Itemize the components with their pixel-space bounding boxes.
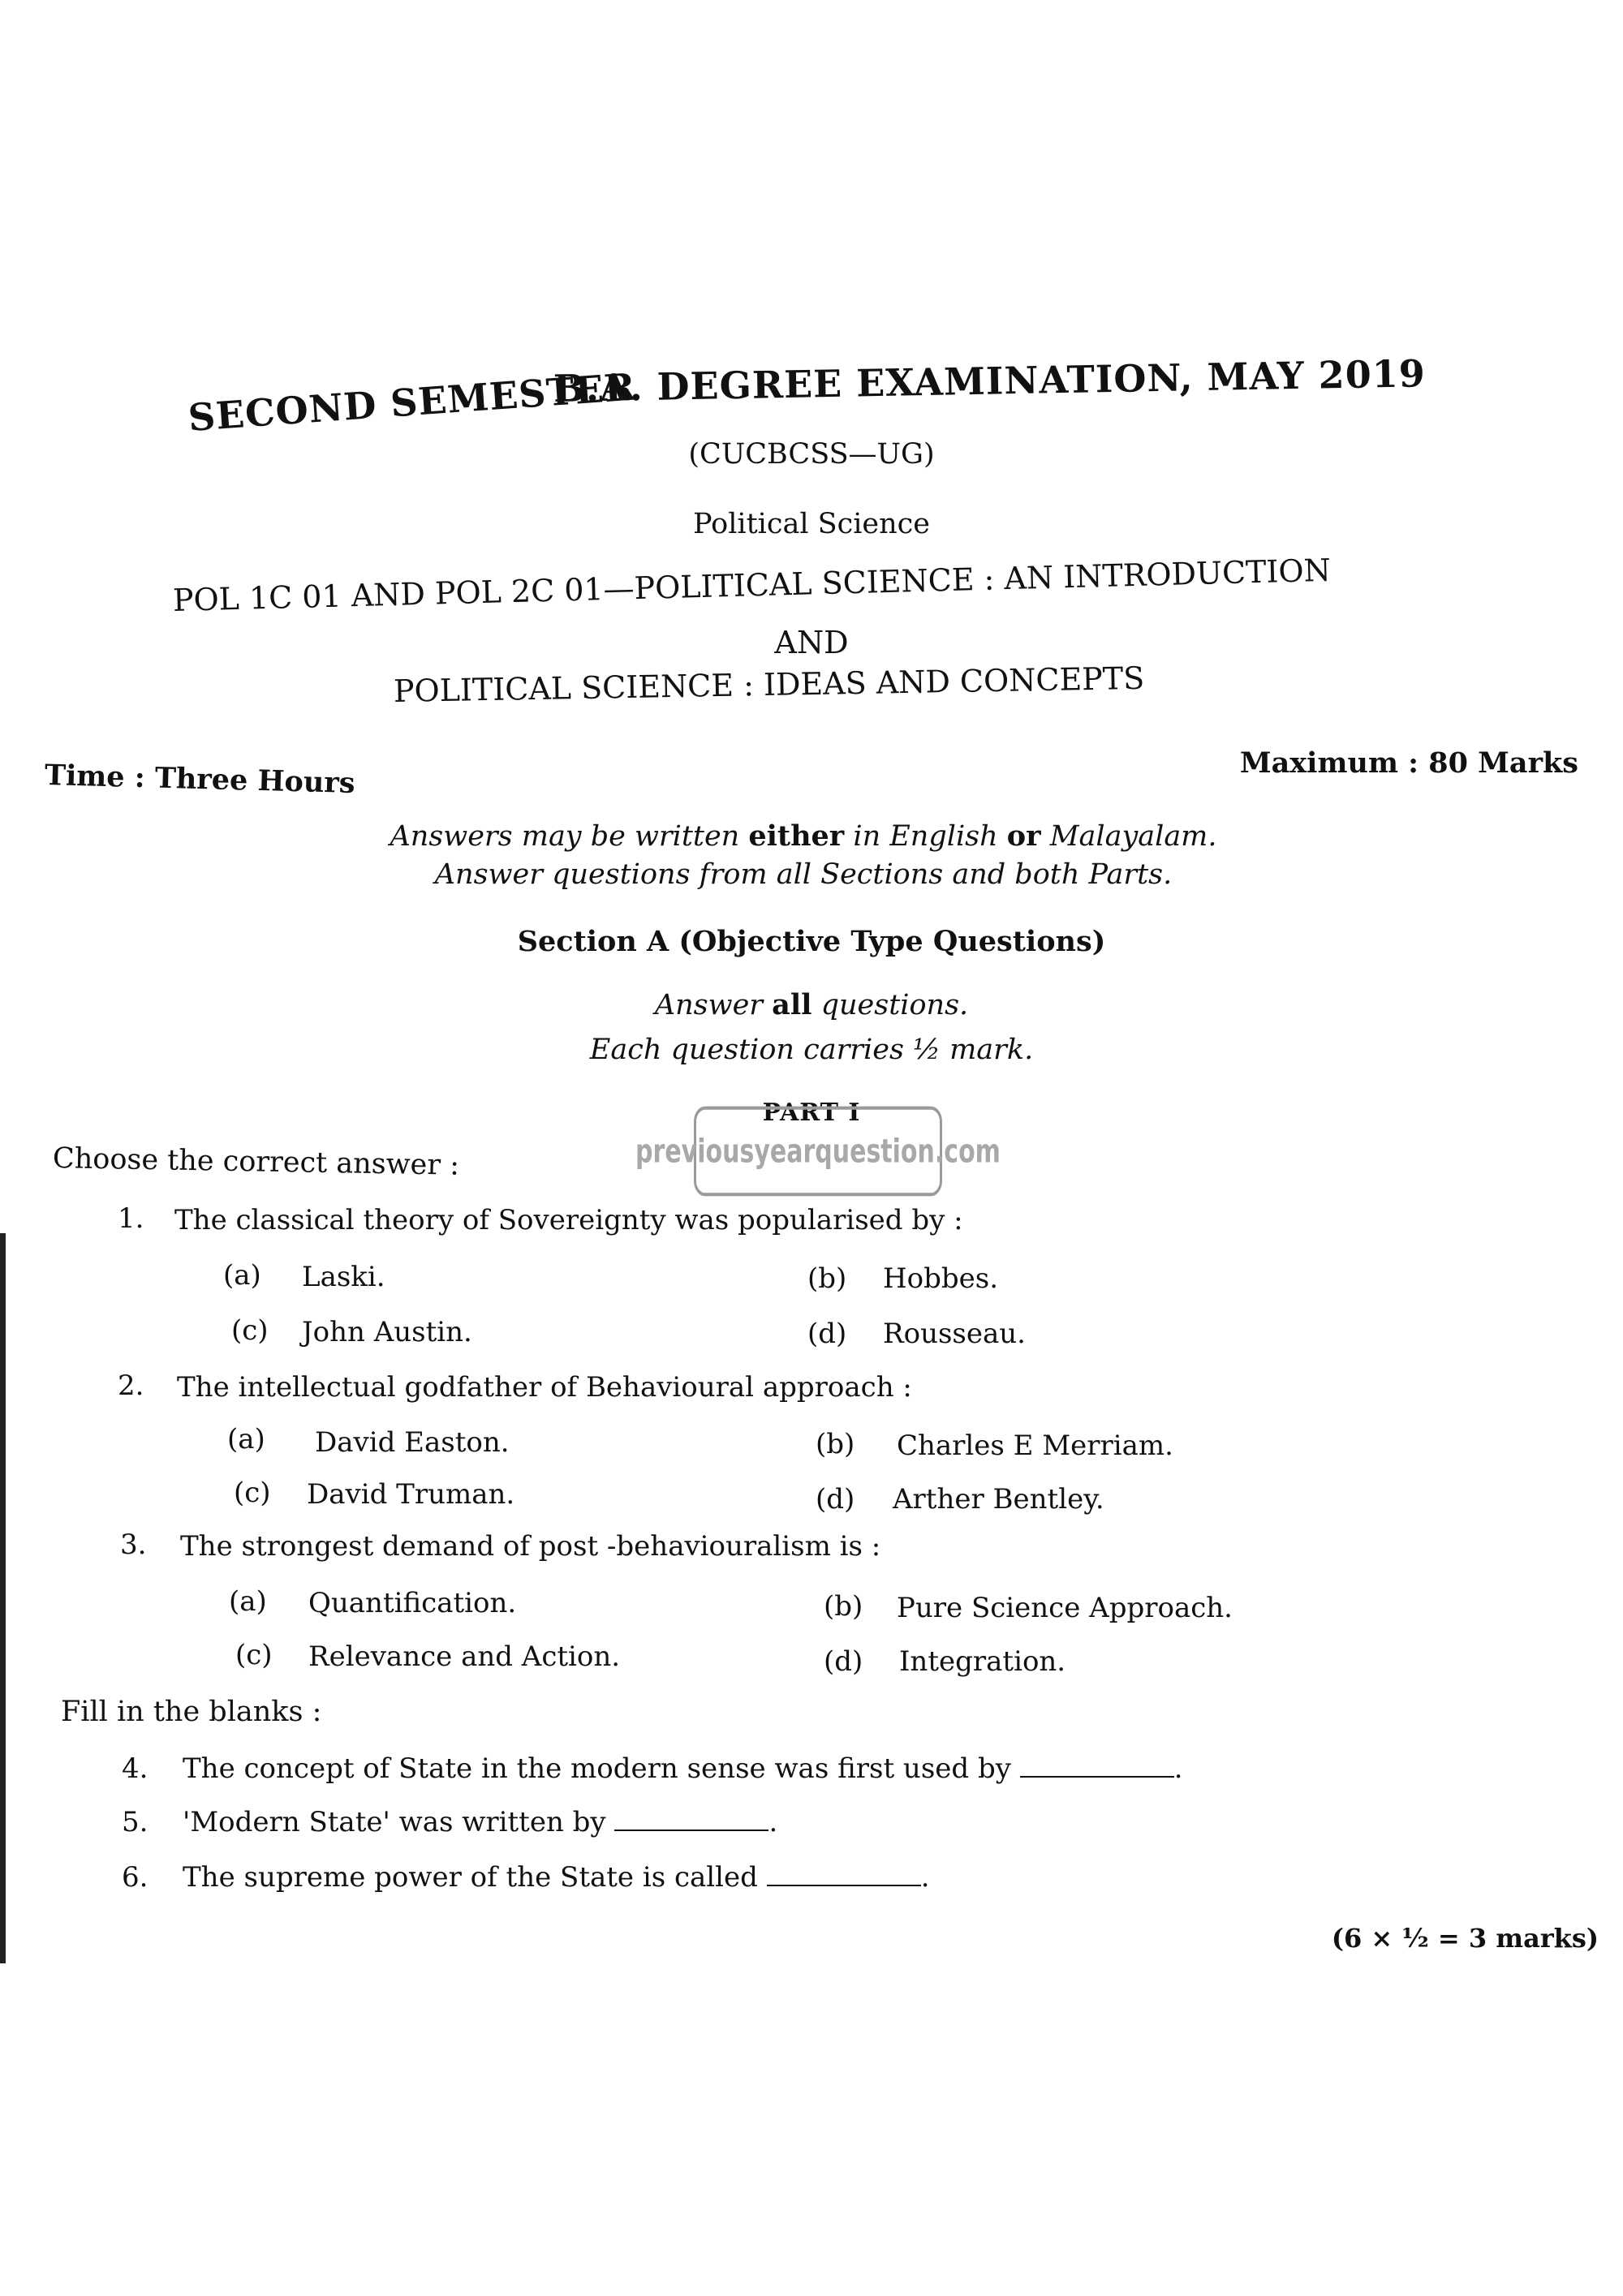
section-a-heading: Section A (Objective Type Questions) xyxy=(517,925,1106,958)
question-number: 6. xyxy=(122,1861,149,1894)
exam-subject: Political Science xyxy=(693,508,930,540)
option-text: Integration. xyxy=(899,1645,1066,1678)
fill-question-text: The supreme power of the State is called xyxy=(183,1861,758,1894)
fill-question: 'Modern State' was written by . xyxy=(183,1806,778,1838)
answer-blank xyxy=(767,1864,921,1886)
question-number: 4. xyxy=(122,1752,149,1785)
section-a-instr-a: Answer xyxy=(654,989,764,1021)
scan-edge xyxy=(0,1233,6,1963)
instruction-sections: Answer questions from all Sections and both Parts. xyxy=(434,858,1173,891)
question-text: The strongest demand of post -behaviouralism is : xyxy=(180,1530,881,1563)
answer-blank xyxy=(1020,1755,1174,1778)
section-a-instruction xyxy=(0,988,1623,1021)
question-number: 2. xyxy=(118,1369,144,1402)
option-text: Relevance and Action. xyxy=(308,1640,621,1673)
question-number: 5. xyxy=(122,1806,149,1838)
instruction-language-c: in English xyxy=(853,820,998,853)
exam-scheme: (CUCBCSS—UG) xyxy=(688,438,935,471)
fill-question-text: The concept of State in the modern sense was first used by xyxy=(183,1752,1011,1785)
option-label: (c) xyxy=(234,1477,271,1509)
exam-time: Time : Three Hours xyxy=(44,759,355,801)
answer-blank xyxy=(614,1808,768,1831)
option-text: David Easton. xyxy=(315,1426,510,1459)
watermark-logo: previousyearquestion.com xyxy=(694,1107,942,1197)
fill-question: The concept of State in the modern sense was first used by . xyxy=(183,1752,1183,1785)
instruction-language-d: or xyxy=(1006,819,1041,853)
option-label: (a) xyxy=(227,1423,265,1455)
instruction-language-a: Answers may be written xyxy=(390,820,740,853)
exam-title-part2: B.A. DEGREE EXAMINATION, MAY 2019 xyxy=(553,351,1427,411)
option-text: John Austin. xyxy=(302,1316,472,1348)
paper-title-line1: POL 1C 01 AND POL 2C 01—POLITICAL SCIENCE : AN INTRODUCTION xyxy=(172,552,1332,618)
paper-title-line3: POLITICAL SCIENCE : IDEAS AND CONCEPTS xyxy=(393,660,1145,709)
fill-question: The supreme power of the State is called . xyxy=(183,1861,930,1894)
instruction-language-e: Malayalam. xyxy=(1049,820,1217,853)
option-text: David Truman. xyxy=(307,1478,515,1511)
option-label: (c) xyxy=(231,1314,269,1347)
option-label: (d) xyxy=(816,1483,855,1516)
option-text: Charles E Merriam. xyxy=(897,1430,1173,1462)
option-text: Quantification. xyxy=(308,1587,517,1619)
section-a-marks-note: Each question carries ½ mark. xyxy=(589,1034,1034,1066)
option-text: Rousseau. xyxy=(883,1318,1026,1350)
option-label: (d) xyxy=(824,1645,863,1678)
option-label: (b) xyxy=(816,1428,855,1460)
option-text: Hobbes. xyxy=(883,1262,999,1295)
section-a-instr-b: all xyxy=(772,988,812,1021)
fill-question-text: 'Modern State' was written by xyxy=(183,1806,606,1838)
option-label: (b) xyxy=(807,1262,847,1295)
paper-title-line2: AND xyxy=(774,625,849,660)
exam-max-marks: Maximum : 80 Marks xyxy=(1239,746,1578,780)
option-label: (c) xyxy=(235,1639,273,1671)
option-label: (a) xyxy=(229,1585,267,1618)
fill-label: Fill in the blanks : xyxy=(61,1696,322,1728)
choose-label: Choose the correct answer : xyxy=(52,1142,460,1182)
option-text: Pure Science Approach. xyxy=(897,1592,1233,1624)
option-label: (b) xyxy=(824,1590,863,1623)
question-number: 3. xyxy=(120,1529,147,1561)
option-label: (d) xyxy=(807,1318,847,1350)
option-label: (a) xyxy=(223,1259,261,1292)
option-text: Arther Bentley. xyxy=(893,1483,1104,1516)
part-heading: PART I xyxy=(762,1099,861,1127)
instruction-language xyxy=(0,819,1615,853)
question-text: The classical theory of Sovereignty was popularised by : xyxy=(174,1204,963,1236)
exam-title-part1: SECOND SEMESTER xyxy=(187,364,638,440)
option-text: Laski. xyxy=(302,1261,385,1293)
instruction-language-b: either xyxy=(748,819,845,853)
marks-total: (6 × ½ = 3 marks) xyxy=(1331,1923,1599,1954)
question-number: 1. xyxy=(118,1202,144,1235)
section-a-instr-c: questions. xyxy=(820,989,969,1021)
question-text: The intellectual godfather of Behavioural approach : xyxy=(177,1371,912,1404)
